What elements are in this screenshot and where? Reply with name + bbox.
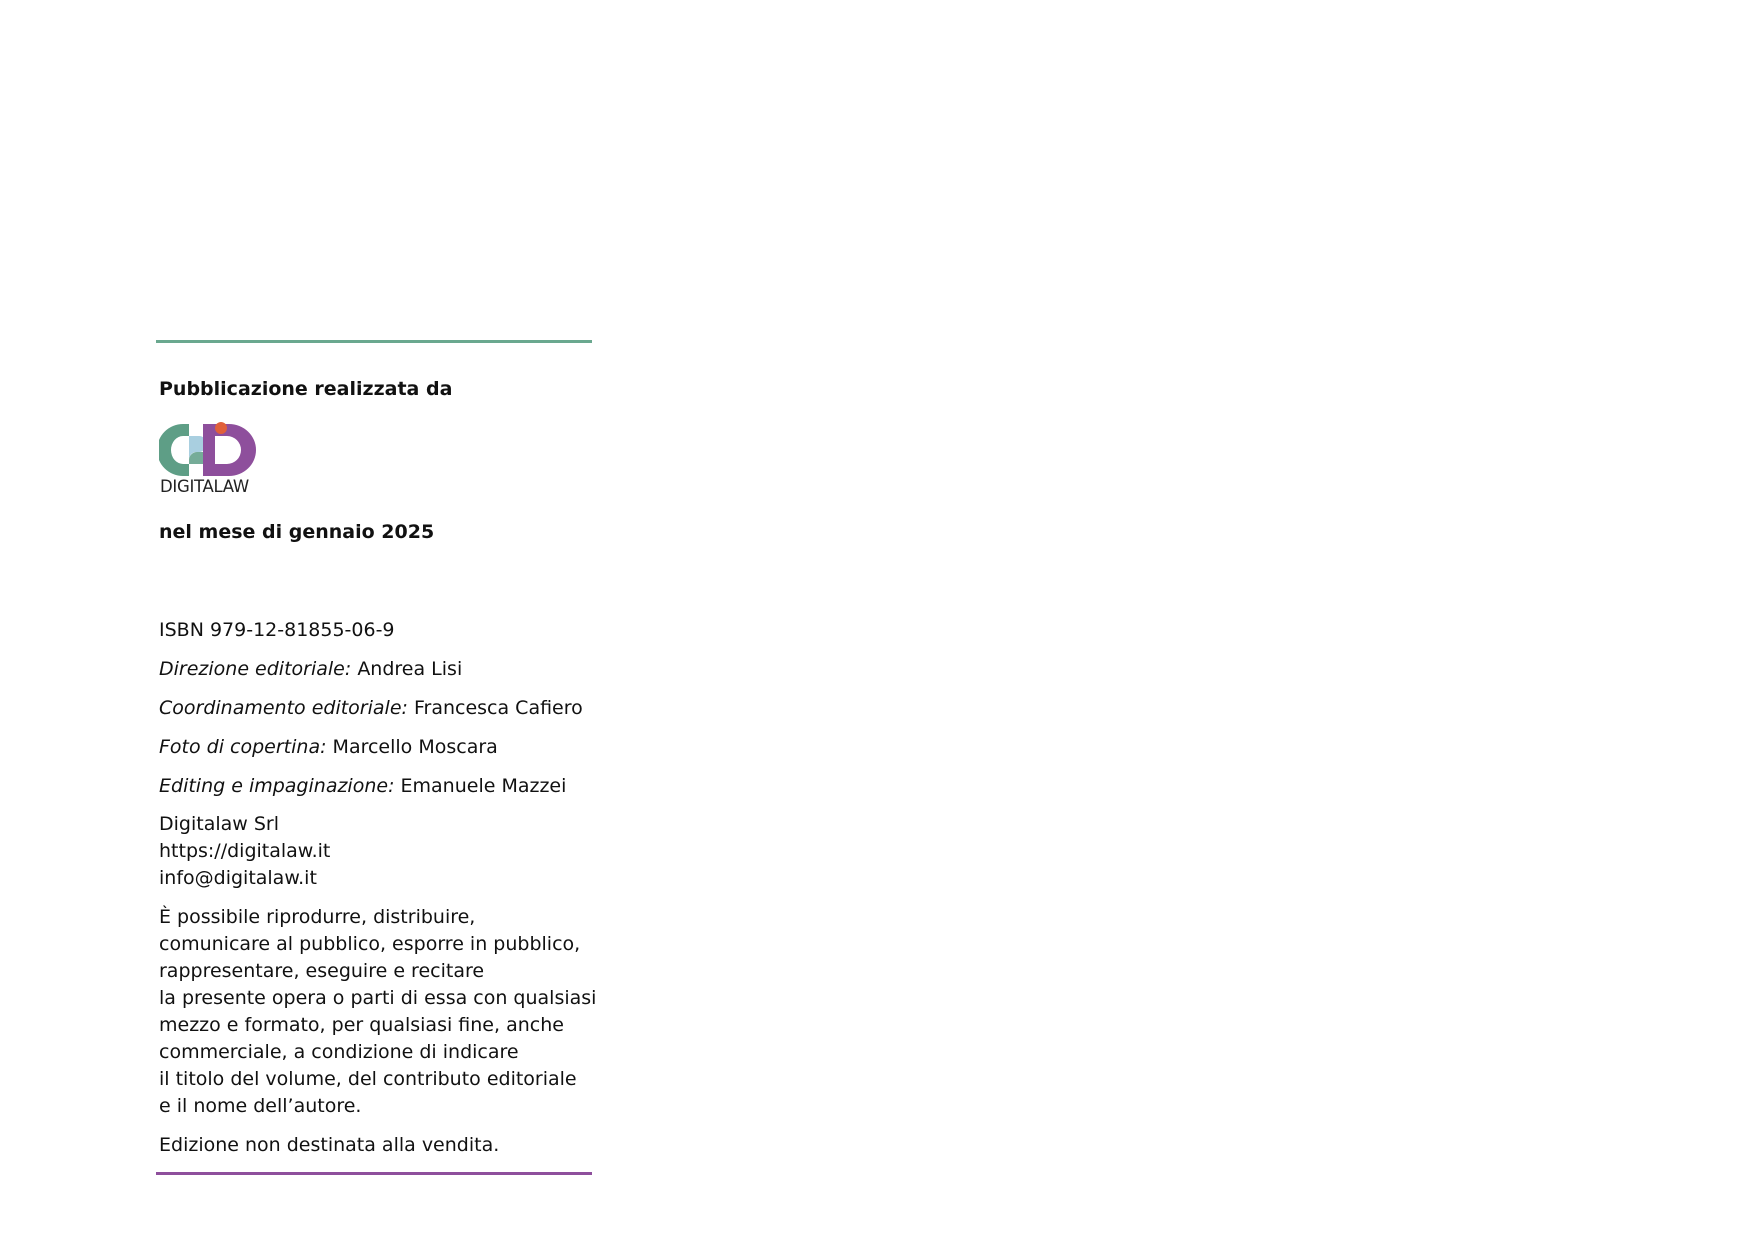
isbn: ISBN 979-12-81855-06-9 (159, 619, 395, 641)
license-line: e il nome dell’autore. (159, 1095, 362, 1117)
credit-role: Coordinamento editoriale: (159, 697, 408, 719)
bottom-divider (156, 1172, 592, 1175)
license-text (159, 904, 596, 1120)
credit-role: Editing e impaginazione: (159, 775, 395, 797)
publisher-website-link[interactable]: https://digitalaw.it (159, 840, 331, 862)
license-line: la presente opera o parti di essa con qualsiasi (159, 987, 597, 1009)
published-by-label: Pubblicazione realizzata da (159, 378, 453, 400)
publisher-email-link[interactable]: info@digitalaw.it (159, 867, 317, 889)
credit-name: Marcello Moscara (332, 736, 498, 758)
logo-wordmark: DIGITALAW (160, 477, 249, 496)
digitalaw-logo-icon (159, 422, 263, 478)
credit-editorial-direction (159, 656, 596, 682)
publisher-logo (159, 422, 269, 502)
license-line: rappresentare, eseguire e recitare (159, 960, 485, 982)
credit-role: Foto di copertina: (159, 736, 327, 758)
license-line: commerciale, a condizione di indicare (159, 1041, 519, 1063)
license-line: mezzo e formato, per qualsiasi fine, anche (159, 1014, 564, 1036)
credit-role: Direzione editoriale: (159, 658, 352, 680)
publisher-contact (159, 811, 596, 892)
credit-editorial-coordination (159, 695, 596, 721)
credit-editing-layout (159, 773, 596, 799)
not-for-sale-notice: Edizione non destinata alla vendita. (159, 1134, 500, 1156)
license-line: È possibile riprodurre, distribuire, (159, 906, 476, 928)
credit-cover-photo (159, 734, 596, 760)
publication-date: nel mese di gennaio 2025 (159, 521, 435, 543)
license-line: il titolo del volume, del contributo editoriale (159, 1068, 577, 1090)
top-divider (156, 340, 592, 343)
credit-name: Emanuele Mazzei (400, 775, 567, 797)
colophon (156, 340, 596, 1175)
credit-name: Andrea Lisi (357, 658, 463, 680)
publisher-name: Digitalaw Srl (159, 813, 279, 835)
credit-name: Francesca Cafiero (413, 697, 583, 719)
license-line: comunicare al pubblico, esporre in pubblico, (159, 933, 581, 955)
